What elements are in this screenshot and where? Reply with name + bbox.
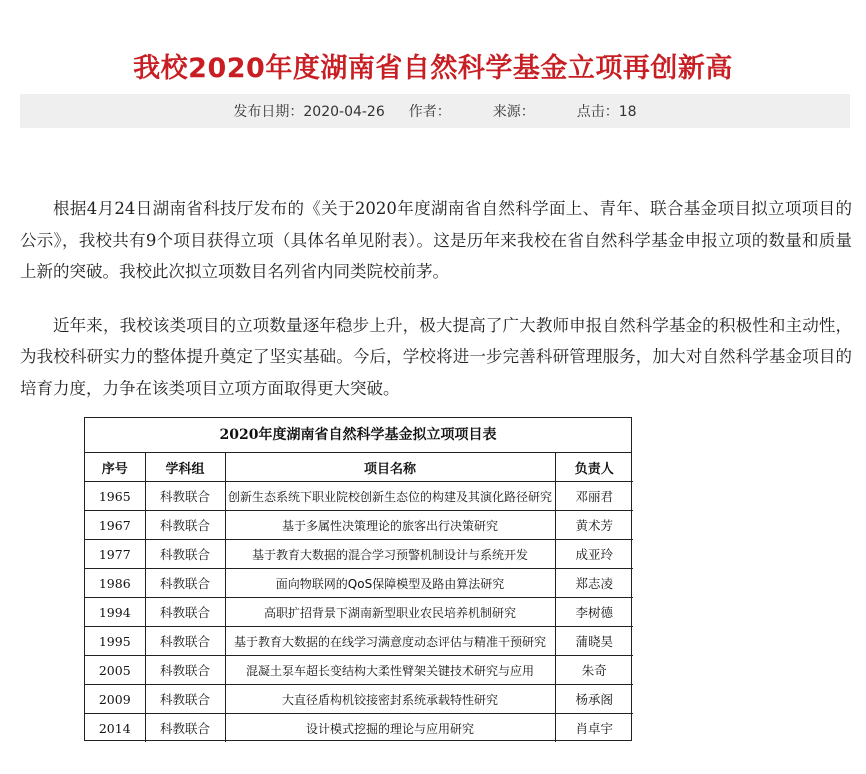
table-row [85,685,633,714]
cell-discipline: 科教联合 [145,540,225,569]
table-header-row [85,453,633,482]
cell-project-name: 面向物联网的QoS保障模型及路由算法研究 [225,569,555,598]
cell-project-name: 大直径盾构机铰接密封系统承载特性研究 [225,685,555,714]
cell-discipline: 科教联合 [145,511,225,540]
cell-serial: 2014 [85,714,145,743]
cell-project-name: 创新生态系统下职业院校创新生态位的构建及其演化路径研究 [225,482,555,511]
cell-leader: 蒲晓昊 [555,627,633,656]
cell-discipline: 科教联合 [145,482,225,511]
table-row [85,598,633,627]
cell-serial: 1995 [85,627,145,656]
cell-serial: 2009 [85,685,145,714]
table-row [85,714,633,743]
header-leader: 负责人 [555,453,633,482]
cell-serial: 1965 [85,482,145,511]
cell-discipline: 科教联合 [145,598,225,627]
cell-serial: 1977 [85,540,145,569]
table-row [85,482,633,511]
header-project-name: 项目名称 [225,453,555,482]
cell-serial: 2005 [85,656,145,685]
cell-leader: 黄术芳 [555,511,633,540]
cell-discipline: 科教联合 [145,685,225,714]
table-caption: 2020年度湖南省自然科学基金拟立项项目表 [85,418,631,453]
cell-project-name: 高职扩招背景下湖南新型职业农民培养机制研究 [225,598,555,627]
cell-leader: 朱奇 [555,656,633,685]
cell-serial: 1967 [85,511,145,540]
cell-leader: 成亚玲 [555,540,633,569]
paragraph: 根据4月24日湖南省科技厅发布的《关于2020年度湖南省自然科学面上、青年、联合基金项目拟立项项目的公示》，我校共有9个项目获得立项（具体名单见附表）。这是历年来我校在省自然科学基金申报立项的数量和质量上新的突破。我校此次拟立项数目名列省内同类院校前茅。 [20,199,852,281]
cell-project-name: 设计模式挖掘的理论与应用研究 [225,714,555,743]
cell-project-name: 混凝土泵车超长变结构大柔性臂架关键技术研究与应用 [225,656,555,685]
cell-leader: 李树德 [555,598,633,627]
source: 来源： [492,104,535,120]
header-serial: 序号 [85,453,145,482]
cell-serial: 1994 [85,598,145,627]
table-row [85,511,633,540]
cell-leader: 郑志凌 [555,569,633,598]
cell-leader: 肖卓宇 [555,714,633,743]
cell-project-name: 基于多属性决策理论的旅客出行决策研究 [225,511,555,540]
article-body [20,193,852,426]
author: 作者： [408,104,451,120]
article-title: 我校2020年度湖南省自然科学基金立项再创新高 [133,53,733,85]
paragraph: 近年来，我校该类项目的立项数量逐年稳步上升，极大提高了广大教师申报自然科学基金的积极性和主动性，为我校科研实力的整体提升奠定了坚实基础。今后，学校将进一步完善科研管理服务，加大对自然科学基金项目的培育力度，力争在该类项目立项方面取得更大突破。 [20,315,852,398]
cell-serial: 1986 [85,569,145,598]
cell-discipline: 科教联合 [145,569,225,598]
table-row [85,627,633,656]
project-table-grid [85,453,633,742]
cell-project-name: 基于教育大数据的在线学习满意度动态评估与精准干预研究 [225,627,555,656]
cell-project-name: 基于教育大数据的混合学习预警机制设计与系统开发 [225,540,555,569]
click-count: 点击：18 [576,104,637,120]
cell-leader: 邓丽君 [555,482,633,511]
cell-discipline: 科教联合 [145,714,225,743]
cell-leader: 杨承阁 [555,685,633,714]
table-row [85,656,633,685]
article-meta-bar [20,94,850,128]
cell-discipline: 科教联合 [145,627,225,656]
header-discipline: 学科组 [145,453,225,482]
table-row [85,540,633,569]
project-table [84,417,632,741]
table-row [85,569,633,598]
publish-date: 发布日期：2020-04-26 [233,104,385,120]
cell-discipline: 科教联合 [145,656,225,685]
